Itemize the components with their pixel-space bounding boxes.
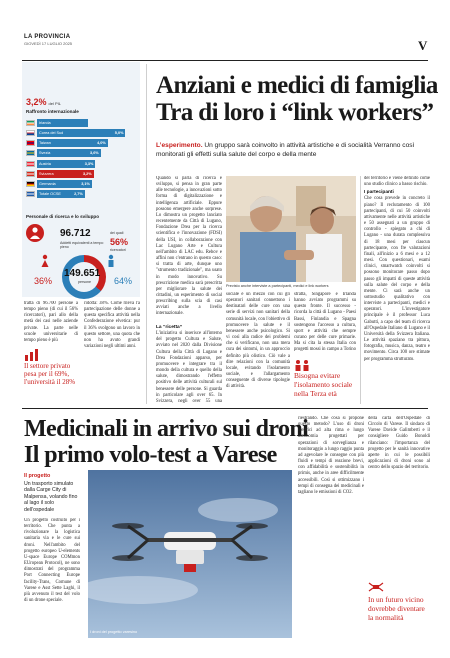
- pct-left: 36%: [34, 276, 53, 286]
- newspaper-name: LA PROVINCIA: [24, 34, 71, 40]
- drone-icon: [368, 580, 384, 592]
- bar-value-label: 3,1%: [81, 181, 90, 186]
- headline-line-1: Anziani e medici di famiglia: [156, 72, 438, 99]
- col2-text: L'iniziativa si inserisce all'interno del progetto Cultura e Salute, avviato nel 2020 dalla Divisione Cultura della Città di Lugano e Drea Fondazioni apparso, per promuovere e integrare tra il mondo della cultura e quello della salute, dimostrando l'effetto positivo delle attività culturali sul benessere delle persone. Si guarda in particolare agli over 65. In Svizzera, negli over 55 una: [156, 331, 222, 404]
- photo1-caption: Previsto anche interviste a partecipanti, medici e link workers: [226, 284, 329, 288]
- headline-value: 3,2%: [26, 97, 47, 107]
- flag-icon: [26, 120, 35, 126]
- photo2-caption: I droni del progetto varesino: [90, 630, 138, 634]
- article1-col3: sociale è un mezzo con cui gli operatori sanitari connettono i destinatari delle cure con una serie di servizi non sanitari della comunità locale, con l'obiettivo di promuovere la salute e il benessere anche psicologico. Si vi così alla radice dei problemi che si verificano, non una mera cura dei sintomi, in un approccio definito più olistico. Ciò vale a dire relazioni con la comunità locale, evitando l'isolamento sociale, e l'allargamento conseguente di diverse tipologie di attività.: [226, 292, 290, 390]
- article2-col2: riestrando. Che cosa si propone questo metodo? L'uso di droni elettrici ad alta rima e lungo autonomia progettati per operazioni di sorveglianza e monitoraggio a lungo raggio punta ad agevolare le consegne con più fluidi e tempi di reazione brevi, con affidabilità e sostenibilità in primis, anche in aree difficilmente accessibili. Così si ottimizzano i tempi di consegna dei medicinali e tagliano le emissioni di CO2.: [298, 416, 364, 495]
- person-icon: [26, 224, 44, 242]
- bar-value-label: 5,0%: [114, 130, 124, 135]
- bar: [37, 160, 95, 168]
- subhead-partecipanti: I partecipanti: [364, 190, 394, 196]
- section-rule: [22, 408, 428, 409]
- bar-category-label: Corea del Sud: [39, 130, 64, 135]
- bar-category-label: Totale OCSE: [39, 192, 61, 197]
- bar: [37, 170, 94, 178]
- deck-kicker: L’esperimento.: [156, 142, 203, 149]
- bar: [37, 129, 125, 137]
- flag-icon: [26, 130, 35, 136]
- bar-row: [26, 169, 136, 179]
- sidebar-text-col1: tratta di 96.700 persone a tempo pieno (di cui il 56% ricercatori), pari allo della metà dei casi nelle aziende private. La parte nelle scuole universitarie di tempo pieno è più: [24, 301, 78, 343]
- women-caption: dei quali: [110, 231, 124, 235]
- flag-icon: [26, 150, 35, 156]
- people-icon: [294, 358, 310, 370]
- research-title: Personale di ricerca e lo sviluppo: [26, 214, 100, 219]
- bar-value-label: 3,2%: [82, 171, 92, 176]
- article2-box-title: Il progetto: [24, 473, 51, 479]
- photo-drone: [88, 470, 292, 638]
- article1-col5: [364, 176, 430, 405]
- chart-icon: [24, 348, 40, 360]
- female-icon: [40, 254, 50, 268]
- person-icon-circle: [26, 224, 44, 242]
- bar-chart: [26, 118, 136, 200]
- article2-photo: [88, 470, 292, 638]
- bar-row: [26, 138, 136, 148]
- column-separator: [360, 176, 361, 404]
- article1-col2: [156, 323, 222, 405]
- headline-line-1: Medicinali in arrivo sui droni: [24, 416, 309, 442]
- col5-text: Che cosa prevede in concreto il piano? Il reclutamento di 100 partecipanti, di cui 50 coinvolti attivamente nelle attività artistiche e 50 assegnati a un gruppo di controllo - spiegato a chi di Lugano - una durata complessiva di 18 mesi per ciascun partecipante, con fre valutazioni finali, all'inizio a 6 mesi e a 12 mesi. Con questionari, esami clinici, smartwatch coinvolti si possono monitorare passo dopo passo gli impatti di queste attività sulla salute del corpo e della mente. Ci sarà anche un sottostudio qualitativo con interviste a partecipanti, medici e operatori. L'investigatore principale è il professor Luca Gabutti, a capo del team di ricerca all'Ospedale Italiano di Lugano e il Università della Svizzera Italiana. Le attività spaziano tra pittura, fotografia, musica, danza, teatro e movimento. Circa 100 ore stimate per programma strutturato.: [364, 196, 430, 362]
- article1-headline: [156, 72, 436, 126]
- bar-row: [26, 159, 136, 169]
- column-separator: [146, 64, 147, 404]
- sidebar-pull-quote: Il settore privato pesa per il 69%, l'università il 28%: [24, 362, 76, 387]
- bar: [37, 149, 101, 157]
- sidebar-text-col2: ridotta: 38%. Come rileva l'a partecipazione delle donne a questa specifica attività nella Confederazione elvetica: pur il 36% svolgono un lavoro in questo settore, una quota che non ha avuto grandi variazioni negli ultimi anni.: [84, 301, 140, 350]
- page-letter: V: [418, 38, 428, 53]
- pct-right: 64%: [114, 276, 133, 286]
- bar-row: [26, 189, 136, 199]
- headline-line-2: Tra di loro i “link workers”: [156, 99, 434, 126]
- article2-headline: [24, 416, 309, 468]
- flag-icon: [26, 140, 35, 146]
- researchers-total: 96.712: [60, 228, 91, 239]
- bar-category-label: Svezia: [39, 151, 51, 156]
- bar: [37, 190, 85, 198]
- infographic-headline: [26, 97, 61, 107]
- persons-label: persone: [78, 280, 91, 284]
- article2-col3: della carta dell'Ospedale di Circolo di Varese. Il sindaco di Varese Davide Galimberti e il consigliere Guido Bonoldi rilanciano: l'importanza del progetto per le sanità innovative aperte in cui le possibili applicazioni di droni sono al centro dello spazio del territorio.: [368, 416, 430, 471]
- infographic-subtitle: Raffronto internazionale: [26, 109, 79, 114]
- women-label: ricercatori: [110, 248, 126, 252]
- bar-category-label: Austria: [39, 161, 51, 166]
- women-pct: 56%: [110, 237, 129, 247]
- article1-pull-quote: Bisogna evitare l'isolamento sociale nella Terza età: [294, 371, 353, 398]
- bar-value-label: 4,0%: [97, 141, 106, 146]
- male-icon: [106, 254, 116, 268]
- bar-value-label: 2,7%: [74, 192, 83, 197]
- bar-value-label: 3,3%: [84, 161, 94, 166]
- flag-icon: [26, 181, 35, 187]
- masthead: [24, 34, 72, 46]
- bar-row: [26, 179, 136, 189]
- article1-col1: Quando si parla di ricerca e sviluppo, si pensa in gran parte alle tecnologie, a innovazioni sotto forma di digitalizzazione e intelligenza artificiale. Eppure possono emergere anche sorprese. Lo dimostra un progetto lanciato recentemente da Città di Lugano, Fondazione Drea per la ricerca scientifica e l'innovazione (FDSI) della USI, in collaborazione con Lac Lugano Arte e Cultura nell'ambito di LAC edu. Rebov e affini non c'entrano in questo caso: si tratta di arte, dunque uno "strumento tradizionale", ma usato in modo innovativo. Su prescrizione medica sarà prescritta per migliorare la salute dei cittadini, un esperimento di social prescribing sulla scia di casi avviati anche a livello internazionale.: [156, 176, 222, 317]
- bar-category-label: Taiwan: [39, 141, 51, 146]
- issue-date: GIOVEDÌ 17 LUGLIO 2025: [24, 41, 73, 46]
- bar-row: [26, 118, 136, 128]
- article2-pull-quote: In un futuro vicino dovrebbe diventare la normalità: [368, 595, 425, 622]
- bar-category-label: Irlanda: [39, 120, 51, 125]
- bar-row: [26, 128, 136, 138]
- headline-line-2: Il primo volo-test a Varese: [24, 442, 277, 468]
- col5-intro: del territorio e viene definito come uno studio clinico a basso rischio.: [364, 176, 430, 188]
- persons-total: 149.651: [64, 268, 101, 279]
- bar: [37, 180, 92, 188]
- researchers-caption: Addetti equivalenti a tempo pieno: [60, 241, 104, 250]
- bar: [37, 119, 88, 127]
- flag-icon: [26, 161, 35, 167]
- article2-box-text: Un trasporto simulato dalla Carge City di Malpensa, volando fino al lago il solo dell'ospedale: [24, 481, 78, 513]
- bar: [37, 139, 108, 147]
- article2-col1: Un progetto costruito per i territorio. Che punta a rivoluzionare la logistica sanitaria via e le cure sui droni. Nell'ambito del progetto europeo U-elements U-space Europe COMmon EUropean Protocol), ne sono dimostrati del programma Port Connecting Europe facility-Trans, Comune di Varese e Asst Sette Laghi, il più avvenuto il test del volo di un drone speciale.: [24, 518, 80, 604]
- bar-row: [26, 149, 136, 159]
- article1-col4: stratta, Singapore e Irlanda hanno avviato programmi su questo fronte. Il successo - ricorda la città di Lugano - Paesi Bassi, Finlandia e Spagna sostengono l'accesso a cultura, sport e attività che sempre curano per delle cure primarie. Ma si cita la stessa Italia con progetti mossi in campo a Torino: [294, 292, 356, 353]
- top-rule: [22, 60, 428, 61]
- deck-text: Un gruppo sarà coinvolto in attività artistiche e di socialità Verranno così monitorati gli effetti sulla salute del corpo e della mente: [156, 142, 415, 158]
- headline-unit: del PIL: [48, 101, 61, 106]
- flag-icon: [26, 171, 35, 177]
- article1-photo: [226, 176, 356, 282]
- flag-icon: [26, 191, 35, 197]
- article1-deck: [156, 142, 438, 159]
- bar-value-label: 3,6%: [90, 151, 99, 156]
- bar-category-label: Germania: [39, 181, 56, 186]
- photo-elderly-patient: [226, 176, 356, 282]
- bar-category-label: Svizzera: [39, 171, 54, 176]
- subhead-ricetta: La “ricetta”: [156, 325, 183, 330]
